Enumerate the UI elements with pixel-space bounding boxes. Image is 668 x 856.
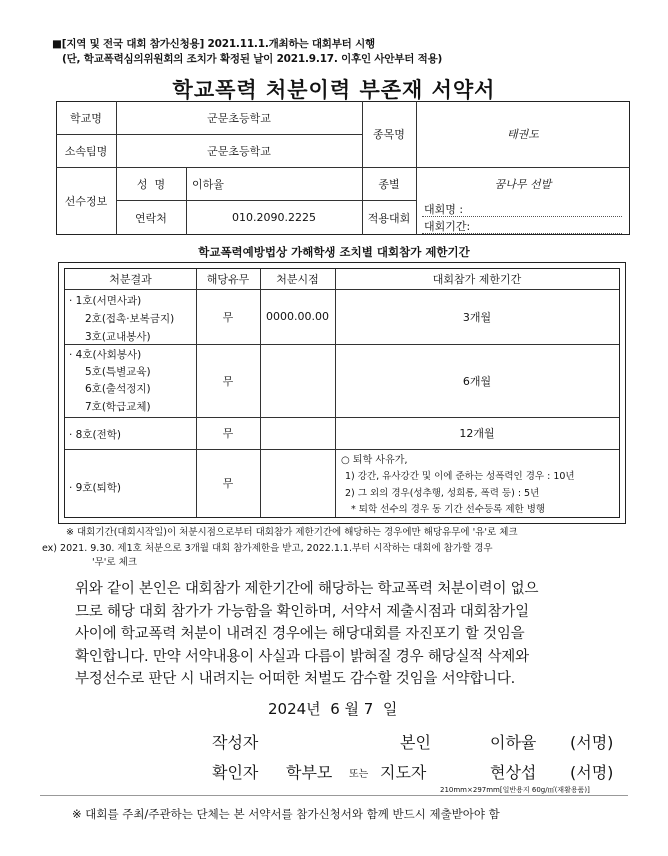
sign-2: (서명) — [570, 763, 614, 782]
name-label: 성 명 — [136, 177, 166, 191]
category-value: 꿈나무 선발 — [494, 177, 552, 191]
table-row-3-item-1: · 8호(전학) — [69, 429, 121, 441]
contact-value: 010.2090.2225 — [232, 211, 316, 224]
event-label: 종목명 — [373, 128, 405, 141]
table-row-4-period-line-2: 1) 강간, 유사강간 및 이에 준하는 성폭력인 경우 : 10년 — [345, 471, 575, 482]
table-row-2-item-4: 7호(학급교체) — [85, 401, 151, 413]
pledge-line-2: 므로 해당 대회 참가가 가능함을 확인하며, 서약서 제출시점과 대회참가일 — [75, 603, 529, 620]
writer-label: 작성자 — [212, 733, 259, 752]
col-header-date: 처분시점 — [276, 273, 319, 286]
table-row-1-item-2: 2호(접촉·보복금지) — [85, 313, 175, 325]
note-1: ※ 대회기간(대회시작일)이 처분시점으로부터 대회참가 제한기간에 해당하는 경우에만 해당유무에 '유'로 체크 — [66, 527, 518, 538]
table-row-1-item-3: 3호(교내봉사) — [85, 331, 151, 343]
team-value: 군문초등학교 — [207, 144, 271, 158]
contact-label: 연락처 — [135, 211, 167, 225]
pledge-line-3: 사이에 학교폭력 처분이 내려진 경우에는 해당대회를 자진포기 할 것임을 — [75, 626, 525, 642]
name-value: 이하율 — [192, 177, 224, 191]
self-label: 본인 — [400, 733, 431, 752]
table-row-3-applies: 무 — [222, 427, 234, 440]
pledge-line-4: 확인합니다. 만약 서약내용이 사실과 다름이 밝혀질 경우 해당실적 삭제와 — [75, 648, 529, 665]
table-row-1-period: 3개월 — [462, 310, 492, 324]
divider — [40, 795, 628, 796]
table-row-2-item-3: 6호(출석정지) — [85, 383, 151, 395]
pledge-line-1: 위와 같이 본인은 대회참가 제한기간에 해당하는 학교폭력 처분이력이 없으 — [75, 581, 539, 597]
header-line-2: (단, 학교폭력심의위원회의 조치가 확정된 날이 2021.9.17. 이후인 사안부터 적용) — [62, 53, 443, 65]
table-row-4-item-1: · 9호(퇴학) — [69, 482, 121, 494]
note-3: '무'로 체크 — [92, 557, 137, 568]
restriction-table — [58, 262, 626, 524]
writer-name: 이하율 — [490, 733, 537, 752]
coach-label: 지도자 — [380, 763, 427, 782]
col-header-period: 대회참가 제한기간 — [432, 273, 522, 286]
table-row-2-applies: 무 — [222, 374, 234, 388]
table-row-1-item-1: · 1호(서면사과) — [69, 295, 142, 307]
table-row-4-period-line-1: ○ 퇴학 사유가, — [341, 455, 408, 466]
table-row-4-period-line-3: 2) 그 외의 경우(성추행, 성희롱, 폭력 등) : 5년 — [345, 488, 540, 499]
table-row-3-period: 12개월 — [459, 427, 495, 440]
footer-note: ※ 대회를 주최/주관하는 단체는 본 서약서를 참가신청서와 함께 반드시 제출받아야 함 — [72, 807, 500, 821]
pledge-date: 2024년 6 월 7 일 — [268, 700, 398, 718]
table-row-2-item-1: · 4호(사회봉사) — [69, 349, 142, 361]
apply-label: 적용대회 — [367, 211, 411, 225]
or-label: 또는 — [349, 769, 369, 780]
pledge-paragraph — [75, 578, 620, 691]
event-value: 태권도 — [507, 128, 539, 141]
note-2: ex) 2021. 9.30. 제1호 처분으로 3개월 대회 참가제한을 받고, 2022.1.1.부터 시작하는 대회에 참가할 경우 — [42, 543, 493, 554]
table-row-4-applies: 무 — [222, 477, 234, 490]
athlete-label: 선수정보 — [64, 195, 108, 208]
table-row-1-date: 0000.00.00 — [266, 310, 329, 323]
school-label: 학교명 — [70, 111, 102, 125]
col-header-result: 처분결과 — [109, 273, 152, 286]
col-header-applies: 해당유무 — [206, 273, 250, 286]
confirm-label: 확인자 — [212, 763, 259, 782]
comp-period-label: 대회기간: — [424, 220, 471, 233]
confirm-name: 현상섭 — [490, 763, 537, 782]
header-line-1: ■[지역 및 전국 대회 참가신청용] 2021.11.1.개최하는 대회부터 시행 — [52, 38, 375, 50]
comp-name-label: 대회명 : — [424, 203, 464, 216]
restriction-subtitle: 학교폭력예방법상 가해학생 조치별 대회참가 제한기간 — [198, 245, 470, 259]
paper-spec: 210mm×297mm[일반용지 60g/㎡(재활용품)] — [440, 786, 590, 794]
pledge-line-5: 부정선수로 판단 시 내려지는 어떠한 처벌도 감수할 것임을 서약합니다. — [75, 671, 516, 687]
team-label: 소속팀명 — [64, 144, 108, 158]
table-row-2-item-2: 5호(특별교육) — [85, 366, 151, 378]
school-value: 군문초등학교 — [207, 111, 271, 125]
category-label: 종별 — [378, 177, 400, 191]
document-title: 학교폭력 처분이력 부존재 서약서 — [172, 78, 496, 102]
table-row-4-period-line-4: * 퇴학 선수의 경우 동 기간 선수등록 제한 병행 — [351, 504, 546, 515]
parent-label: 학부모 — [286, 763, 333, 782]
sign-1: (서명) — [570, 733, 614, 752]
table-row-1-applies: 무 — [222, 310, 234, 324]
info-table — [56, 101, 630, 235]
table-row-2-period: 6개월 — [462, 374, 492, 388]
